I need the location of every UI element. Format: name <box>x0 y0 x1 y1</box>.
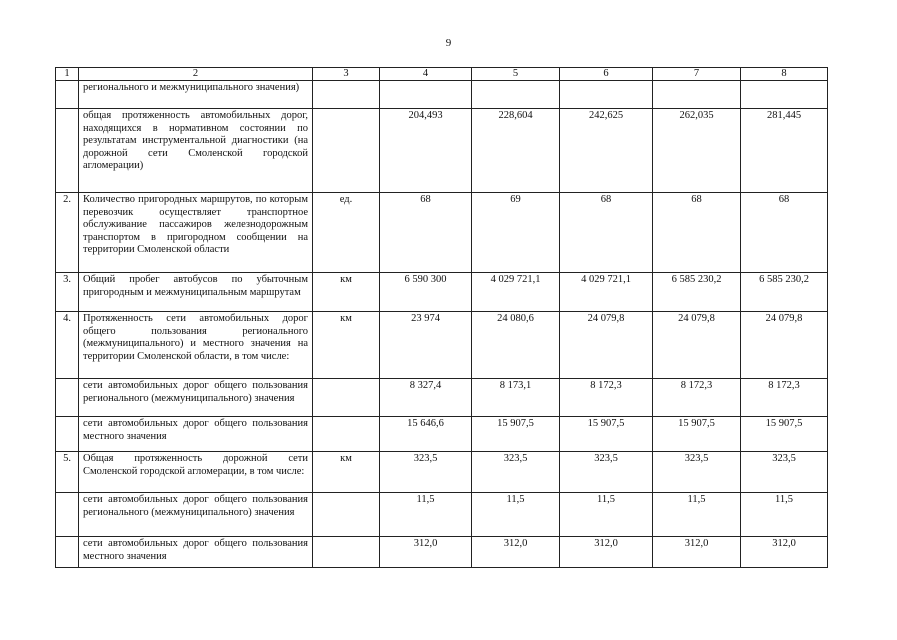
row-value: 11,5 <box>560 493 653 537</box>
row-number <box>56 537 79 568</box>
row-value: 4 029 721,1 <box>472 273 560 312</box>
row-value: 312,0 <box>741 537 828 568</box>
row-value: 228,604 <box>472 109 560 193</box>
row-value: 8 327,4 <box>380 379 472 417</box>
row-description: Общая протяженность дорожной сети Смоленской городской агломерации, в том числе: <box>79 452 313 493</box>
table-row <box>56 193 828 273</box>
row-number <box>56 493 79 537</box>
row-description: сети автомобильных дорог общего пользования регионального (межмуниципального) значения <box>79 493 313 537</box>
row-unit <box>313 417 380 452</box>
row-value: 15 646,6 <box>380 417 472 452</box>
page-number: 9 <box>445 37 452 49</box>
table-row <box>56 379 828 417</box>
row-description: Протяженность сети автомобильных дорог общего пользования регионального (межмуниципального) и местного значения на территории Смоленской области, в том числе: <box>79 312 313 379</box>
row-value <box>472 81 560 109</box>
row-description: регионального и межмуниципального значения) <box>79 81 313 109</box>
table-row <box>56 417 828 452</box>
row-value: 6 585 230,2 <box>741 273 828 312</box>
row-value: 323,5 <box>380 452 472 493</box>
row-description: общая протяженность автомобильных дорог, находящихся в нормативном состоянии по результатам инструментальной диагностики (на дорожной сети Смоленской городской агломерации) <box>79 109 313 193</box>
row-description: сети автомобильных дорог общего пользования регионального (межмуниципального) значения <box>79 379 313 417</box>
row-value: 6 585 230,2 <box>653 273 741 312</box>
row-value: 69 <box>472 193 560 273</box>
row-value: 11,5 <box>741 493 828 537</box>
row-value <box>741 81 828 109</box>
row-description: Количество пригородных маршрутов, по которым перевозчик осуществляет транспортное обслуживание пассажиров железнодорожным транспортом в пригородном сообщении на территории Смоленской области <box>79 193 313 273</box>
table-row <box>56 273 828 312</box>
row-number: 4. <box>56 312 79 379</box>
header-cell: 2 <box>79 68 313 81</box>
row-value: 242,625 <box>560 109 653 193</box>
row-number <box>56 109 79 193</box>
row-description: сети автомобильных дорог общего пользования местного значения <box>79 417 313 452</box>
row-value: 312,0 <box>560 537 653 568</box>
row-value: 15 907,5 <box>472 417 560 452</box>
row-number: 5. <box>56 452 79 493</box>
row-value: 11,5 <box>653 493 741 537</box>
row-value: 323,5 <box>653 452 741 493</box>
row-value <box>653 81 741 109</box>
table-row <box>56 493 828 537</box>
row-value: 68 <box>560 193 653 273</box>
row-unit <box>313 379 380 417</box>
row-value: 24 080,6 <box>472 312 560 379</box>
table-row <box>56 312 828 379</box>
row-value: 262,035 <box>653 109 741 193</box>
row-number <box>56 417 79 452</box>
row-unit: км <box>313 452 380 493</box>
header-cell: 4 <box>380 68 472 81</box>
row-value <box>380 81 472 109</box>
header-cell: 8 <box>741 68 828 81</box>
row-value: 23 974 <box>380 312 472 379</box>
table-row <box>56 81 828 109</box>
row-value: 24 079,8 <box>653 312 741 379</box>
header-cell: 6 <box>560 68 653 81</box>
table-row <box>56 109 828 193</box>
row-unit: ед. <box>313 193 380 273</box>
header-cell: 7 <box>653 68 741 81</box>
row-value: 312,0 <box>380 537 472 568</box>
row-value: 11,5 <box>380 493 472 537</box>
row-value: 68 <box>653 193 741 273</box>
header-cell: 5 <box>472 68 560 81</box>
row-value: 11,5 <box>472 493 560 537</box>
row-value: 68 <box>741 193 828 273</box>
table-row <box>56 452 828 493</box>
row-value: 312,0 <box>653 537 741 568</box>
row-value: 8 172,3 <box>653 379 741 417</box>
table-row <box>56 537 828 568</box>
row-value: 15 907,5 <box>741 417 828 452</box>
row-unit <box>313 537 380 568</box>
row-unit <box>313 81 380 109</box>
row-value: 323,5 <box>741 452 828 493</box>
row-value: 8 172,3 <box>560 379 653 417</box>
row-number: 3. <box>56 273 79 312</box>
row-unit: км <box>313 273 380 312</box>
data-table <box>55 67 828 568</box>
row-value: 24 079,8 <box>741 312 828 379</box>
row-unit <box>313 493 380 537</box>
row-number <box>56 379 79 417</box>
row-value: 68 <box>380 193 472 273</box>
row-value: 204,493 <box>380 109 472 193</box>
header-cell: 3 <box>313 68 380 81</box>
row-number: 2. <box>56 193 79 273</box>
row-value: 24 079,8 <box>560 312 653 379</box>
row-value: 15 907,5 <box>653 417 741 452</box>
row-value: 323,5 <box>472 452 560 493</box>
row-value: 8 173,1 <box>472 379 560 417</box>
header-row <box>56 68 828 81</box>
row-value: 281,445 <box>741 109 828 193</box>
row-description: сети автомобильных дорог общего пользования местного значения <box>79 537 313 568</box>
row-value: 6 590 300 <box>380 273 472 312</box>
row-number <box>56 81 79 109</box>
row-unit <box>313 109 380 193</box>
row-value: 4 029 721,1 <box>560 273 653 312</box>
row-value: 8 172,3 <box>741 379 828 417</box>
row-value: 323,5 <box>560 452 653 493</box>
row-description: Общий пробег автобусов по убыточным пригородным и межмуниципальным маршрутам <box>79 273 313 312</box>
row-unit: км <box>313 312 380 379</box>
header-cell: 1 <box>56 68 79 81</box>
row-value: 15 907,5 <box>560 417 653 452</box>
row-value <box>560 81 653 109</box>
row-value: 312,0 <box>472 537 560 568</box>
